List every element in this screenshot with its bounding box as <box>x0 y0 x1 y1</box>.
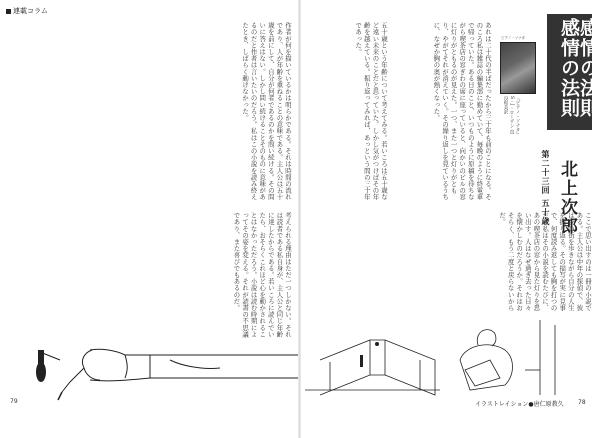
illustration-credit: イラストレイション●唐仁原教久 <box>475 401 564 408</box>
book-caption: 『ピアノ・ソナタ』S・J・ローザン 直良和美訳 <box>503 96 520 135</box>
right-top-text: あれは二十代の半ばだったから三十年も前のことになる。そのころ私は雑誌の編集部に勤めていて、毎晩のように終電車で帰っていた。ある日のこと、いつものように原稿を待ちながら喫茶店の窓ぎわの席に座っていると、向かいのビルの窓に灯りがともるのが見えた。一つ、また一つと灯りがともり、やがてそれが消えていく。その繰り返しを見ているうちに、なぜか胸の奥が熱くなった。 <box>432 22 492 201</box>
episode-label: 第二十三回 五十歳 <box>541 150 550 226</box>
right-page <box>300 0 600 438</box>
column-title-main: 感情の法則 <box>577 18 599 118</box>
square-bullet-icon <box>6 9 11 14</box>
column-title: 感情の法則 <box>558 18 580 118</box>
book-cover-image <box>500 42 536 94</box>
series-label: 連載コラム <box>6 6 48 16</box>
left-bottom-text: 考えられる理由はただ一つしかない。それは読者である私自身が、主人公と同じ年齢に達したからである。若いころに読んでいたら、おそらくこれほど心を動かされることはなかっただろう。小説は読む時期によってその姿を変える。それが読書の不思議であり、また喜びでもあるのだ。 <box>232 212 292 338</box>
left-top-text: 作者が何を描いているかは明らかである。それは時間の流れであり、人が年齢を重ねることの意味である。主人公は五十歳を前にして、自分が何者であるのかを問い続ける。その問いに答えはない。しかし問い続けることそのものに意味があるのだと作者は言いたいのだろう。私はこの小説を読み終えたとき、しばらく動けなかった。 <box>241 22 292 201</box>
hand-pen-illustration <box>0 320 300 430</box>
right-mid-text: 五十歳という年齢について考えてみる。若いころは五十歳など遠い未来のことだと思っていた。しかし気がつけばその年齢を越えている。振り返ってみれば、あっという間の三十年であった。 <box>354 22 388 201</box>
right-page-number: 78 <box>578 399 586 406</box>
corridor-reading-illustration <box>300 300 600 400</box>
book-cover-title: ピアノ・ソナタ <box>501 36 526 40</box>
author-name: 北上次郎 <box>557 160 577 236</box>
left-page-number: 79 <box>10 398 18 405</box>
right-bottom-text: ここで思い出すのは一冊の小説である。主人公は中年の探偵で、彼は夜の街を歩きながら自分の人生を振り返る。その描写が実に見事で、何度読み返しても胸を打つのだ。私はその小説を読むたびに、あの喫茶店の窓から見た灯りを思い出す。人はなぜ過ぎ去った日々を懐かしむのだろうか。それはおそらく、もう二度と戻らないからだ。 <box>498 212 592 311</box>
